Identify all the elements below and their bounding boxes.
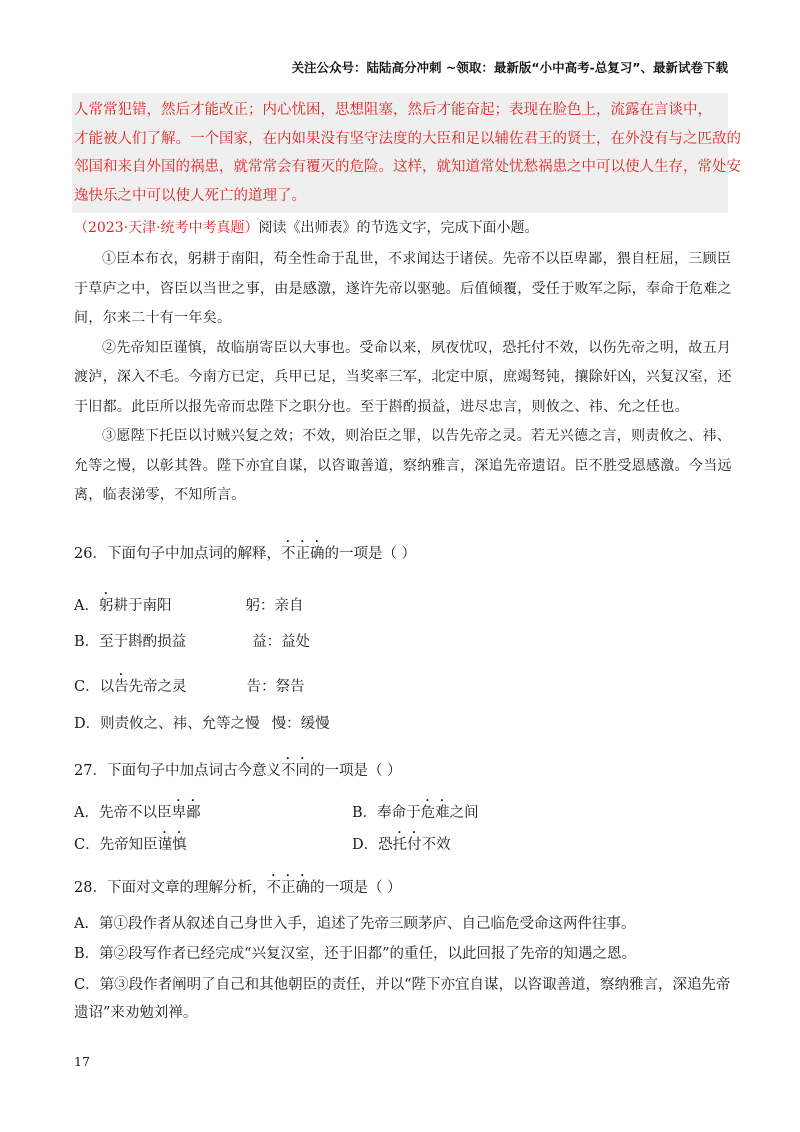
source-instruction: 阅读《出师表》的节选文字，完成下面小题。 (258, 220, 539, 236)
page-header: 关注公众号：陆陆高分冲刺 ~领取：最新版“小中高考-总复习”、最新试卷下载 (291, 60, 728, 75)
passage-line: 于草庐之中，咨臣以当世之事，由是感激，遂许先帝以驱驰。后值倾覆，受任于败军之际，奉命于危难之 (74, 280, 732, 297)
question-26-stem: 26．下面句子中加点词的解释，不正确的一项是（ ） (74, 546, 417, 562)
emphasis-dotted: 不同 (280, 763, 310, 779)
question-26-option-d: D．则责攸之、祎、允等之慢 慢：缓慢 (74, 716, 330, 732)
translation-line: 邻国和来自外国的祸患，就常常会有覆灭的危险。这样，就知道常处忧愁祸患之中可以使人生存，常处安 (74, 159, 741, 175)
passage-line: ①臣本布衣，躬耕于南阳，苟全性命于乱世，不求闻达于诸侯。先帝不以臣卑鄙，猥自枉屈，三顾臣 (102, 251, 732, 267)
passage-line: 允等之慢，以彰其咎。陛下亦宜自谋，以咨诹善道，察纳雅言，深追先帝遗诏。臣不胜受恩感激。今当远 (74, 457, 732, 474)
question-28-option-c: C．第③段作者阐明了自己和其他朝臣的责任，并以“陛下亦宜自谋，以咨诹善道，察纳雅言，深追先帝 (74, 977, 731, 993)
question-27-option-d: D．恐托付不效 (352, 837, 451, 853)
question-27-option-b: B．奉命于危难之间 (352, 805, 479, 821)
passage-line: 于旧都。此臣所以报先帝而忠陛下之职分也。至于斟酌损益，进尽忠言，则攸之、祎、允之任也。 (74, 398, 689, 415)
question-27-option-c: C．先帝知臣谨慎 (74, 837, 187, 853)
emphasis-dotted: 不正确 (280, 546, 325, 562)
question-26-option-a: A．躬耕于南阳 躬：亲自 (74, 598, 304, 614)
translation-line: 人常常犯错，然后才能改正；内心忧困，思想阻塞，然后才能奋起；表现在脸色上，流露在言谈中， (74, 102, 712, 118)
question-28-stem: 28．下面对文章的理解分析，不正确的一项是（ ） (74, 880, 402, 896)
translation-text (74, 96, 741, 210)
question-26-option-c: C．以告先帝之灵 告：祭告 (74, 679, 305, 695)
question-27-stem: 27．下面句子中加点词古今意义不同的一项是（ ） (74, 763, 402, 779)
passage-line: ②先帝知臣谨慎，故临崩寄臣以大事也。受命以来，夙夜忧叹，恐托付不效，以伤先帝之明，故五月 (102, 339, 732, 356)
question-28-option-b: B．第②段写作者已经完成“兴复汉室，还于旧都”的重任，以此回报了先帝的知遇之恩。 (74, 946, 636, 962)
source-line (74, 217, 539, 237)
question-26-option-b: B．至于斟酌损益 益：益处 (74, 634, 311, 650)
source-tag: （2023·天津·统考中考真题） (74, 220, 259, 236)
emphasis-dotted: 不正确 (266, 880, 310, 896)
passage-line: ③愿陛下托臣以讨贼兴复之效；不效，则治臣之罪，以告先帝之灵。若无兴德之言，则责攸之、祎、 (102, 428, 732, 444)
passage-line: 间，尔来二十有一年矣。 (74, 310, 232, 326)
question-27-option-a: A．先帝不以臣卑鄙 (74, 805, 201, 821)
translation-line: 才能被人们了解。一个国家，在内如果没有坚守法度的大臣和足以辅佐君王的贤士，在外没有与之匹敌的 (74, 130, 741, 147)
question-28-option-a: A．第①段作者从叙述自己身世入手，追述了先帝三顾茅庐、自己临危受命这两件往事。 (74, 916, 636, 932)
translation-line: 逸快乐之中可以使人死亡的道理了。 (74, 187, 306, 204)
passage-line: 渡泸，深入不毛。今南方已定，兵甲已足，当奖率三军，北定中原，庶竭驽钝，攘除奸凶，兴复汉室，还 (74, 369, 732, 385)
page-number: 17 (74, 1054, 90, 1069)
question-28-option-c-continued: 遗诏”来劝勉刘禅。 (74, 1005, 198, 1021)
passage-line: 离，临表涕零，不知所言。 (74, 487, 246, 503)
passage (74, 245, 734, 511)
